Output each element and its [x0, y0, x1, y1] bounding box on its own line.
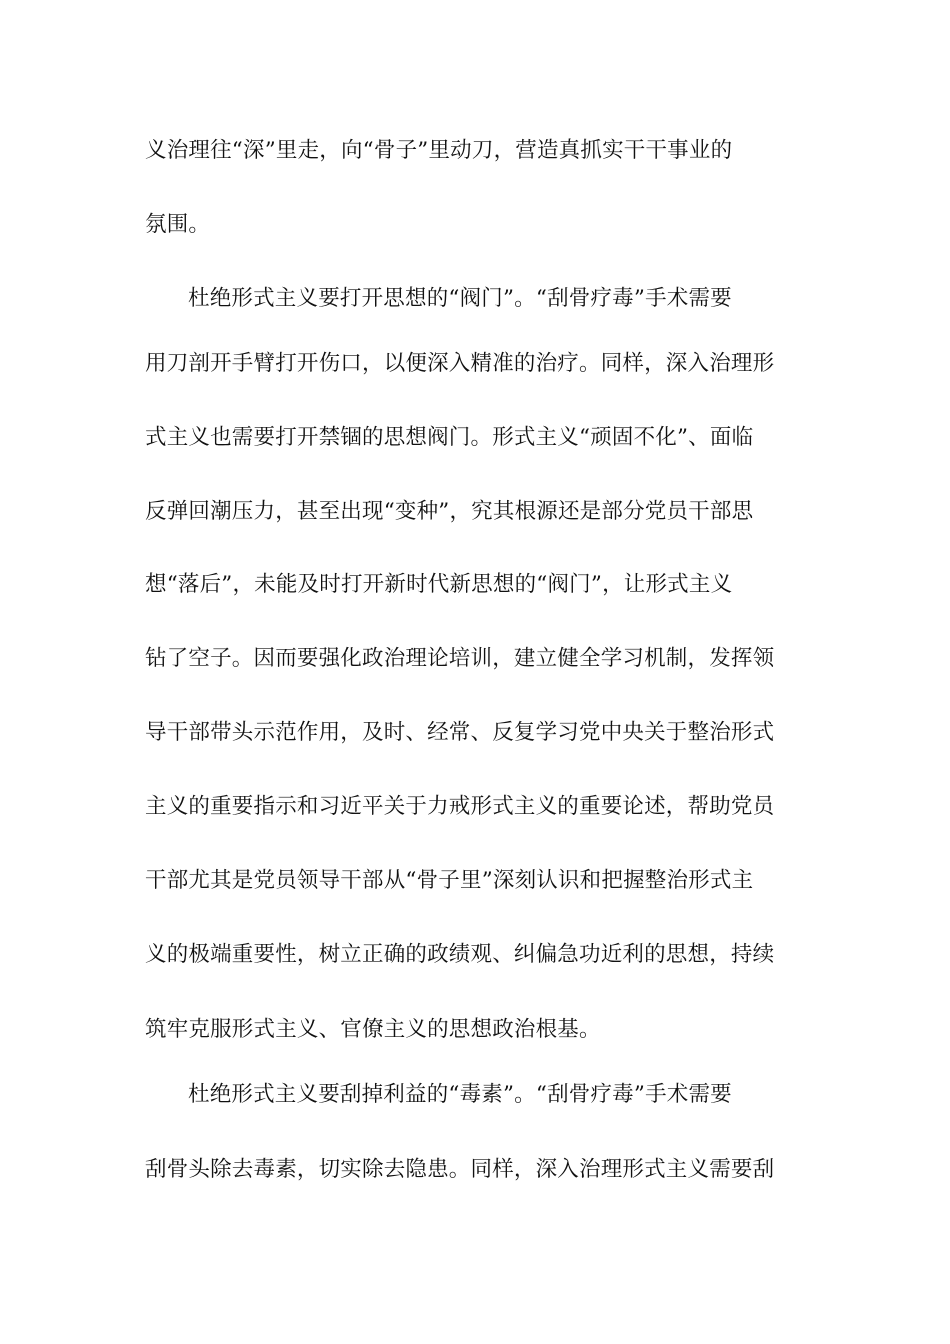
- text-line: 氛围。: [145, 212, 211, 237]
- text-line: 式主义也需要打开禁锢的思想阀门。形式主义“顽固不化”、面临: [145, 425, 754, 450]
- text-line: 主义的重要指示和习近平关于力戒形式主义的重要论述，帮助党员: [145, 794, 775, 819]
- text-line: 义治理往“深”里走，向“骨子”里动刀，营造真抓实干干事业的: [145, 138, 733, 163]
- paragraph-first-line: 杜绝形式主义要打开思想的“阀门”。“刮骨疗毒”手术需要: [188, 286, 732, 311]
- text-line: 想“落后”，未能及时打开新时代新思想的“阀门”，让形式主义: [145, 572, 733, 597]
- text-line: 干部尤其是党员领导干部从“骨子里”深刻认识和把握整治形式主: [145, 868, 754, 893]
- text-line: 义的极端重要性，树立正确的政绩观、纠偏急功近利的思想，持续: [145, 942, 775, 967]
- text-line: 导干部带头示范作用，及时、经常、反复学习党中央关于整治形式: [145, 720, 775, 745]
- text-line: 反弹回潮压力，甚至出现“变种”，究其根源还是部分党员干部思: [145, 499, 754, 524]
- text-line: 刮骨头除去毒素，切实除去隐患。同样，深入治理形式主义需要刮: [145, 1157, 775, 1182]
- paragraph-first-line: 杜绝形式主义要刮掉利益的“毒素”。“刮骨疗毒”手术需要: [188, 1082, 732, 1107]
- text-line: 钻了空子。因而要强化政治理论培训，建立健全学习机制，发挥领: [145, 646, 775, 671]
- text-line: 筑牢克服形式主义、官僚主义的思想政治根基。: [145, 1017, 601, 1042]
- text-line: 用刀剖开手臂打开伤口，以便深入精准的治疗。同样，深入治理形: [145, 351, 775, 376]
